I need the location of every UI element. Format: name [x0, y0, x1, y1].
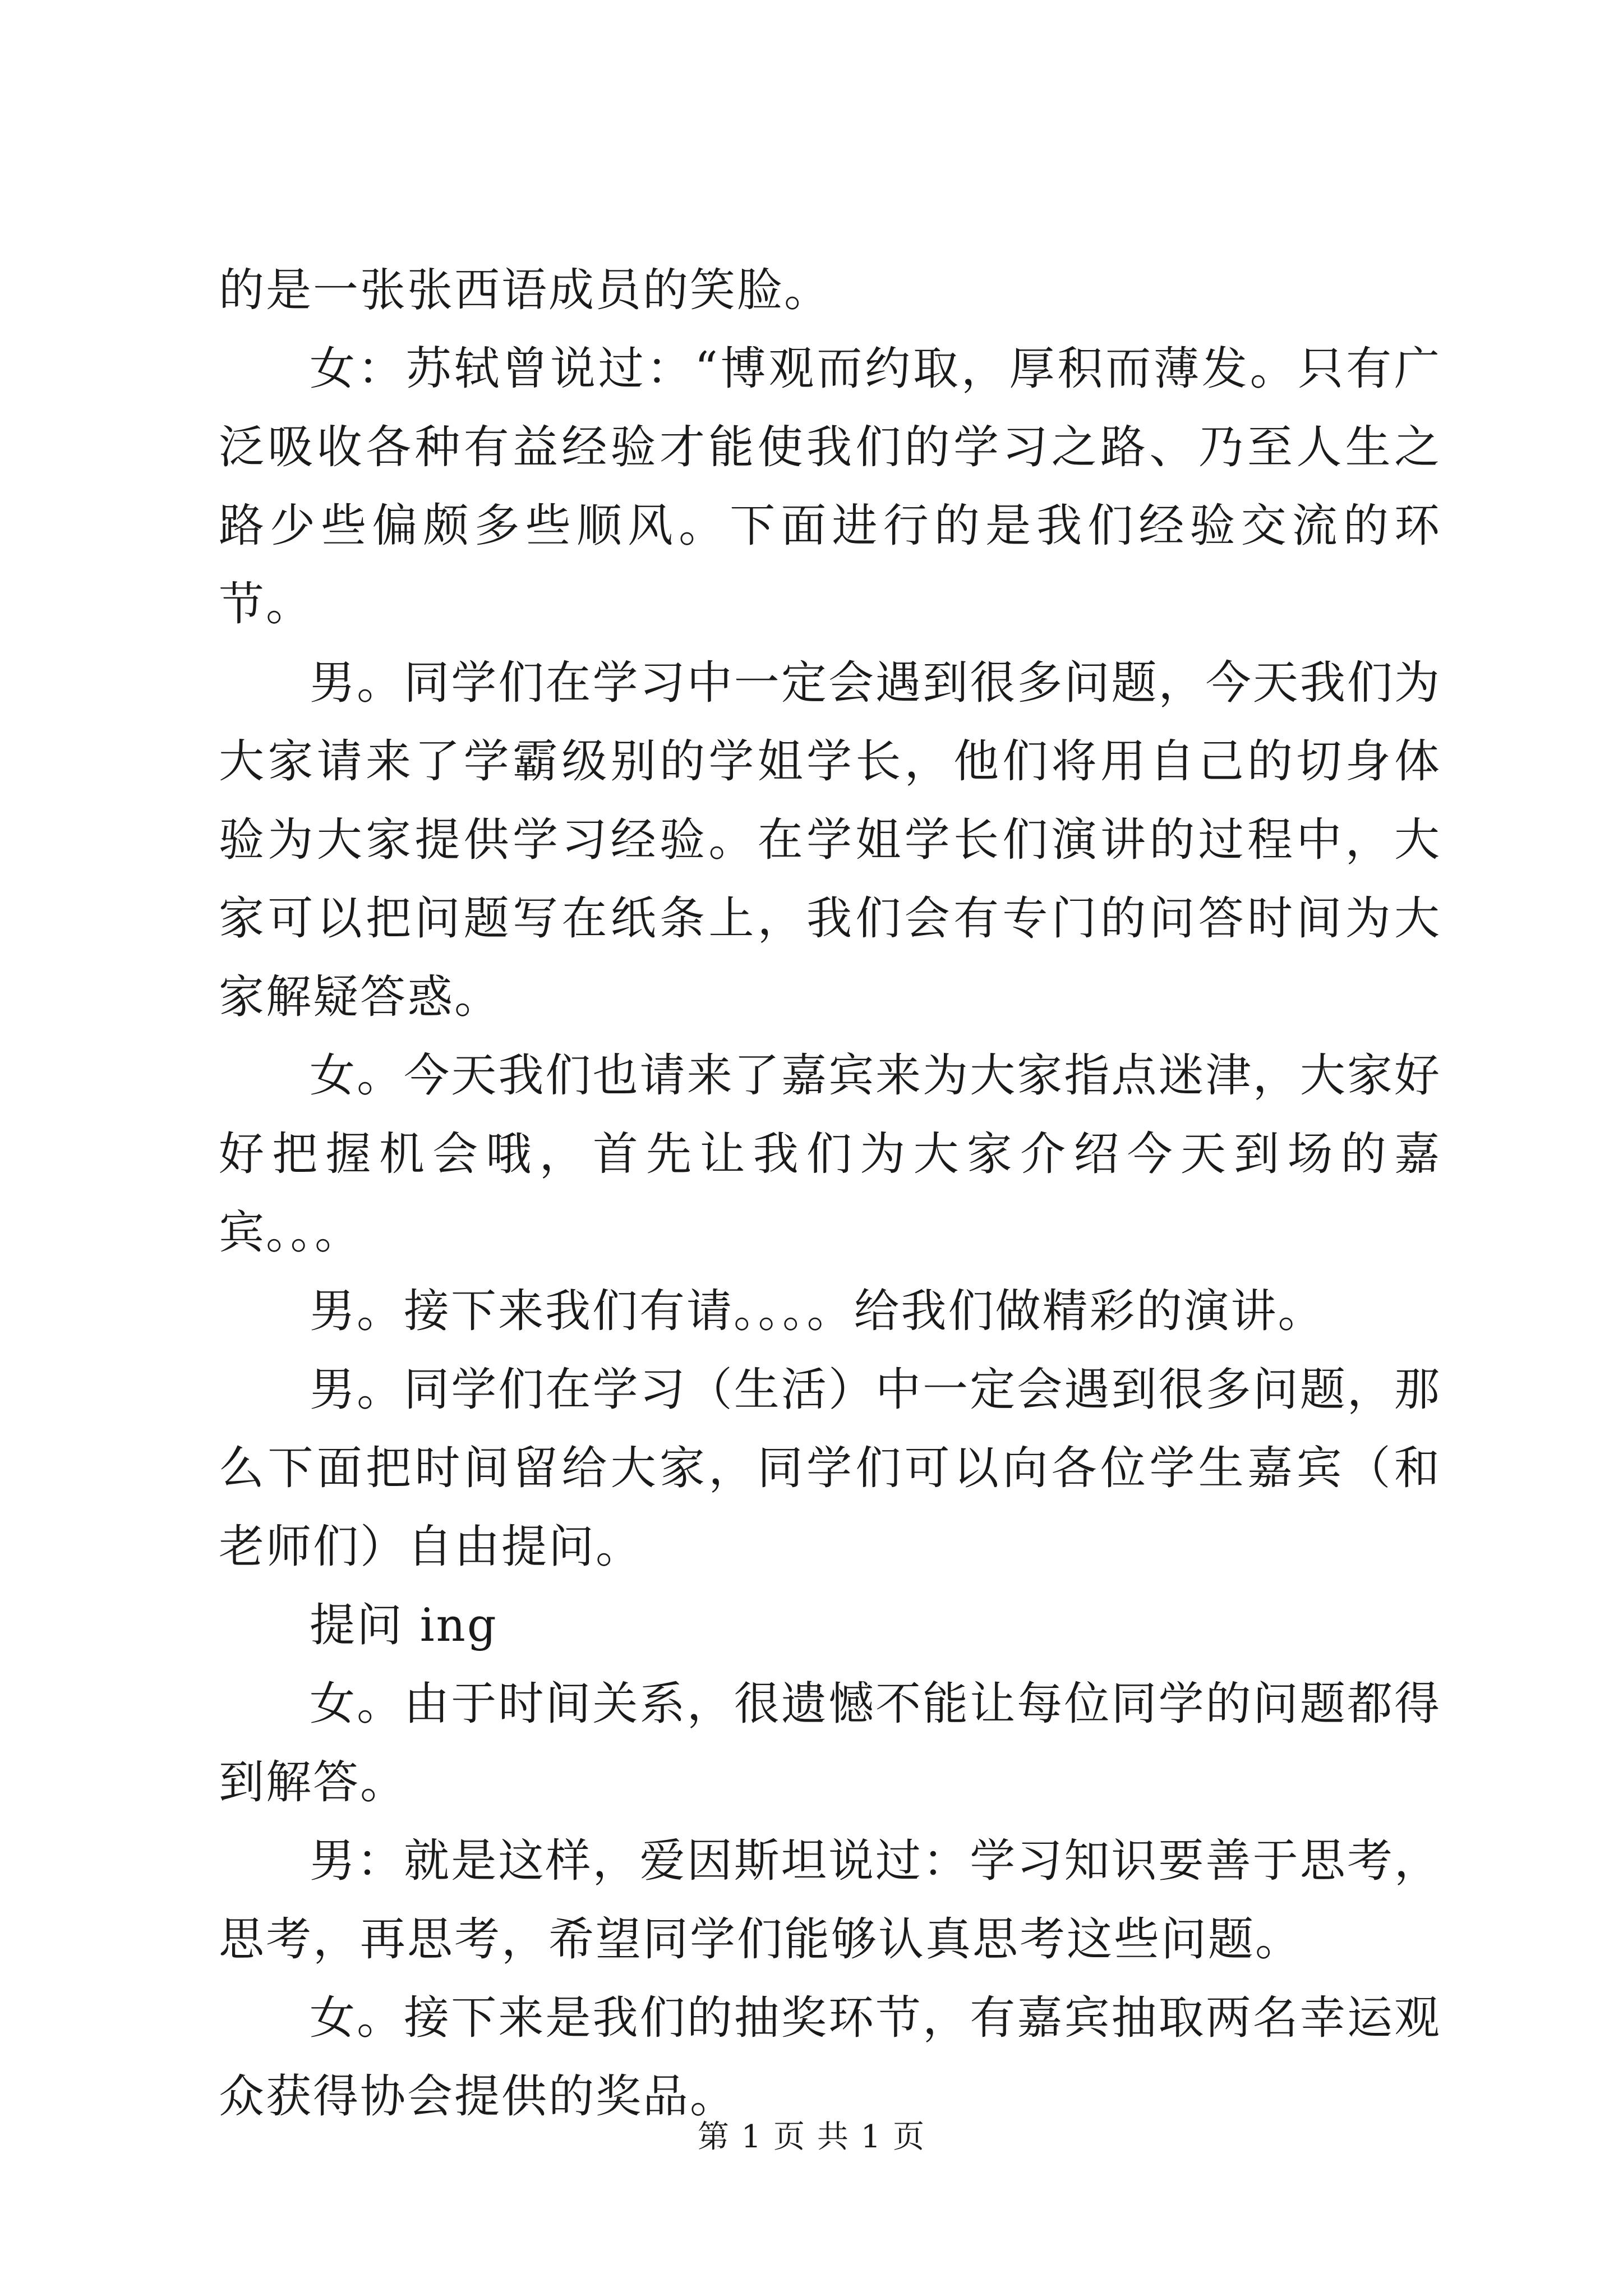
paragraph-1: 的是一张张西语成员的笑脸。	[219, 264, 832, 317]
paragraph-3: 男。同学们在学习中一定会遇到很多问题，今天我们为大家请来了学霸级别的学姐学长，他们将用自己的切身体验为大家提供学习经验。在学姐学长们演讲的过程中，大家可以把问题写在纸条上，我们会有专门的问答时间为大家解疑答惑。	[219, 657, 1441, 1024]
paragraph-10: 女。接下来是我们的抽奖环节，有嘉宾抽取两名幸运观众获得协会提供的奖品。	[219, 1992, 1441, 2123]
document-body	[219, 251, 1441, 2136]
page-footer: 第 1 页 共 1 页	[697, 2119, 926, 2155]
paragraph-9: 男：就是这样，爱因斯坦说过：学习知识要善于思考，思考，再思考，希望同学们能够认真思考这些问题。	[219, 1835, 1441, 1966]
paragraph-4: 女。今天我们也请来了嘉宾来为大家指点迷津，大家好好把握机会哦，首先让我们为大家介绍今天到场的嘉宾。。。	[219, 1050, 1441, 1259]
paragraph-7: 提问 ing	[310, 1599, 498, 1652]
paragraph-6: 男。同学们在学习（生活）中一定会遇到很多问题，那么下面把时间留给大家，同学们可以向各位学生嘉宾（和老师们）自由提问。	[219, 1364, 1441, 1573]
paragraph-2: 女：苏轼曾说过：“博观而约取，厚积而薄发。只有广泛吸收各种有益经验才能使我们的学习之路、乃至人生之路少些偏颇多些顺风。下面进行的是我们经验交流的环节。	[219, 343, 1441, 631]
paragraph-8: 女。由于时间关系，很遗憾不能让每位同学的问题都得到解答。	[219, 1678, 1441, 1809]
paragraph-5: 男。接下来我们有请。。。。给我们做精彩的演讲。	[310, 1285, 1325, 1338]
